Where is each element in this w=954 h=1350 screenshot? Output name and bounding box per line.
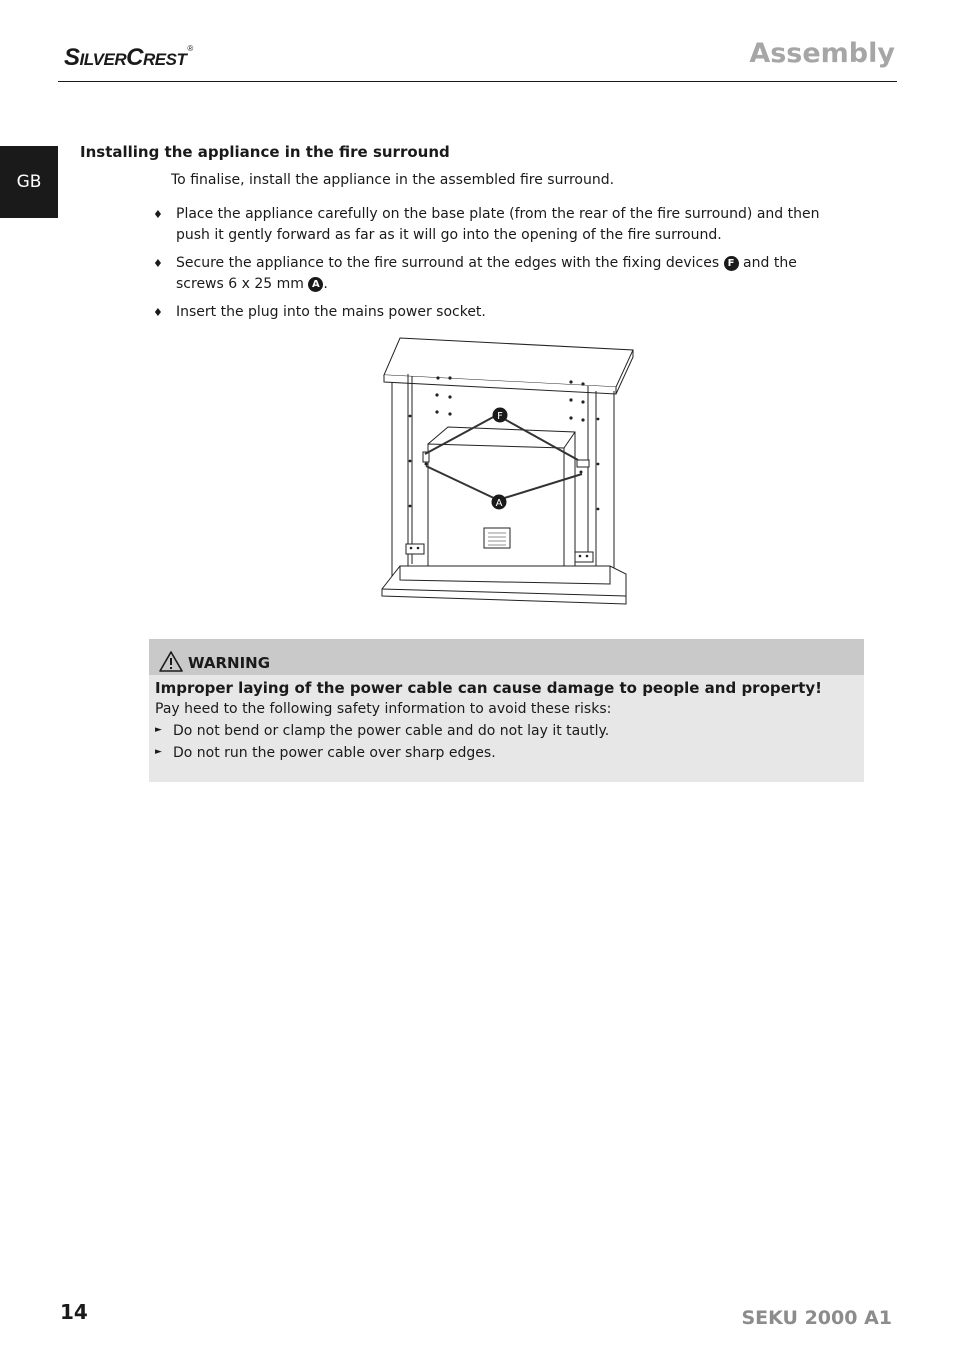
list-item-text: Insert the plug into the mains power socket. [176,304,486,320]
header-divider [58,81,897,82]
arrow-bullet-icon: ► [155,747,162,757]
part-f-badge: F [724,256,739,271]
page-number: 14 [60,1300,88,1324]
warning-triangle-icon [159,651,183,672]
model-name: SEKU 2000 A1 [741,1307,892,1329]
assembly-illustration [378,334,638,608]
warning-item-text: Do not bend or clamp the power cable and do not lay it tautly. [173,723,610,739]
callout-a-label: A [495,498,503,509]
warning-box [149,639,864,782]
language-tab: GB [0,146,58,218]
section-title: Assembly [749,38,895,69]
callout-f-label: F [497,411,503,422]
warning-item-text: Do not run the power cable over sharp edges. [173,745,496,761]
warning-header [149,639,864,675]
brand-logo-s: S [64,44,80,71]
brand-logo [64,44,193,72]
list-item-text: Secure the appliance to the fire surround at the edges with the fixing devices [176,255,720,271]
list-item [153,253,843,295]
list-item-text: and the screws 6 x 25 mm [176,255,797,292]
registered-mark: ® [187,44,193,53]
warning-item [155,745,858,761]
arrow-bullet-icon: ► [155,725,162,735]
brand-logo-rest: REST [142,50,187,69]
part-a-badge: A [308,277,323,292]
instruction-list [153,204,843,330]
brand-logo-ilver: ILVER [79,50,127,69]
warning-body [149,675,864,761]
list-item [153,204,843,246]
intro-text: To finalise, install the appliance in the assembled fire surround. [171,172,615,188]
warning-label: WARNING [188,654,271,672]
diamond-bullet-icon: ♦ [153,306,163,319]
warning-title: Improper laying of the power cable can cause damage to people and property! [155,679,822,697]
brand-logo-c: C [126,44,143,71]
list-item [153,302,843,323]
sub-heading: Installing the appliance in the fire surround [80,143,450,161]
list-item-text: . [323,276,328,292]
warning-item [155,723,858,739]
warning-intro: Pay heed to the following safety information to avoid these risks: [155,701,612,717]
diamond-bullet-icon: ♦ [153,257,163,270]
diamond-bullet-icon: ♦ [153,208,163,221]
list-item-text: Place the appliance carefully on the base plate (from the rear of the fire surround) and then push it gently forward as far as it will go into the opening of the fire surround. [176,206,820,243]
